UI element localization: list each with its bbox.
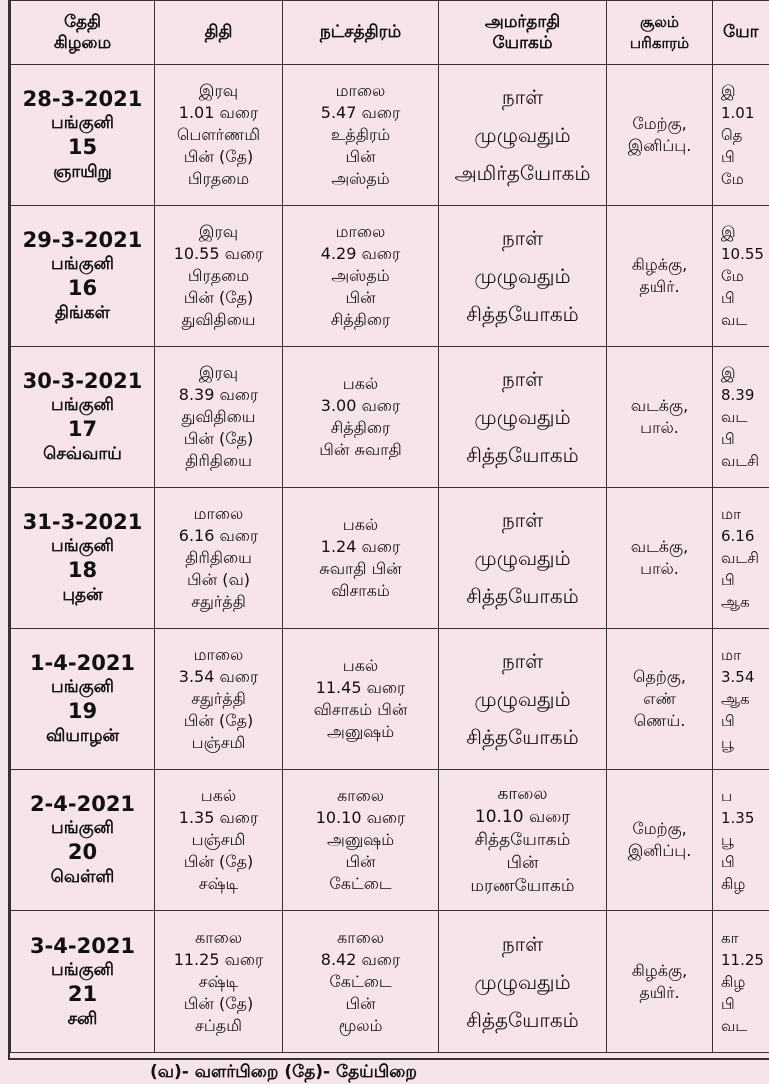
table-row [11, 911, 769, 1053]
date-cell [11, 206, 155, 347]
panchangam-sheet [8, 0, 769, 1060]
yoga-cell-line: 10.55 [713, 243, 769, 265]
thithi-cell-line: இரவு [155, 362, 282, 384]
header-line: திதி [155, 22, 282, 43]
thithi-cell-line: திரிதியை [155, 450, 282, 472]
thithi-cell-line: துவிதியை [155, 309, 282, 331]
star-cell-line: அனுஷம் [283, 721, 438, 743]
yogam-cell [439, 629, 607, 770]
yogam-cell-line: மரணயோகம் [439, 875, 606, 898]
soolam-cell-line: பால். [607, 558, 712, 580]
header-row [11, 1, 769, 65]
date-cell [11, 347, 155, 488]
date-cell [11, 770, 155, 911]
star-cell-line: அஸ்தம் [283, 265, 438, 287]
thithi-cell-line: துவிதியை [155, 406, 282, 428]
tamil-day-number: 20 [11, 839, 154, 865]
star-cell-line: பகல் [283, 373, 438, 395]
thithi-cell-line: சஷ்டி [155, 971, 282, 993]
yogam-cell-line: சித்தயோகம் [439, 436, 606, 474]
table-row [11, 629, 769, 770]
thithi-cell-line: பஞ்சமி [155, 732, 282, 754]
header-star [283, 1, 439, 65]
star-cell-line: மூலம் [283, 1015, 438, 1037]
thithi-cell-line: 3.54 வரை [155, 666, 282, 688]
thithi-cell-line: பின் (தே) [155, 993, 282, 1015]
thithi-cell-line: 1.35 வரை [155, 807, 282, 829]
date-text: 30-3-2021 [11, 368, 154, 394]
thithi-cell [155, 770, 283, 911]
yogam-cell-line: சித்தயோகம் [439, 1001, 606, 1039]
yogam-cell-line: முழுவதும் [439, 539, 606, 577]
weekday-text: செவ்வாய் [11, 442, 154, 466]
month-text: பங்குனி [11, 535, 154, 557]
thithi-cell-line: பின் (தே) [155, 710, 282, 732]
star-cell-line: 8.42 வரை [283, 949, 438, 971]
soolam-cell-line: பால். [607, 417, 712, 439]
header-line: யோகம் [439, 33, 606, 54]
star-cell-line: 3.00 வரை [283, 395, 438, 417]
yogam-cell-line: முழுவதும் [439, 116, 606, 154]
yoga-cell-line: 3.54 [713, 666, 769, 688]
thithi-cell-line: பகல் [155, 785, 282, 807]
header-line: கிழமை [11, 33, 154, 54]
thithi-cell-line: சதுர்த்தி [155, 591, 282, 613]
star-cell-line: உத்திரம் [283, 124, 438, 146]
soolam-cell-line: கிழக்கு, [607, 960, 712, 982]
thithi-cell-line: 6.16 வரை [155, 525, 282, 547]
star-cell [283, 629, 439, 770]
yogam-cell-line: 10.10 வரை [439, 806, 606, 829]
soolam-cell [607, 206, 713, 347]
weekday-text: சனி [11, 1007, 154, 1031]
date-text: 29-3-2021 [11, 227, 154, 253]
thithi-cell-line: 1.01 வரை [155, 102, 282, 124]
date-cell [11, 629, 155, 770]
thithi-cell-line: பின் (தே) [155, 287, 282, 309]
yogam-cell-line: முழுவதும் [439, 398, 606, 436]
star-cell [283, 770, 439, 911]
soolam-cell-line: இனிப்பு. [607, 135, 712, 157]
thithi-cell-line: பின் (தே) [155, 851, 282, 873]
yoga-cell-line: 6.16 [713, 525, 769, 547]
header-soolam [607, 1, 713, 65]
date-text: 1-4-2021 [11, 650, 154, 676]
soolam-cell-line: மேற்கு, [607, 818, 712, 840]
table-body [11, 65, 769, 1053]
date-text: 3-4-2021 [11, 933, 154, 959]
yogam-cell-line: முழுவதும் [439, 963, 606, 1001]
date-text: 2-4-2021 [11, 791, 154, 817]
thithi-cell-line: பின் (வ) [155, 569, 282, 591]
header-yogam [439, 1, 607, 65]
yoga-cell-line: ஆக [713, 688, 769, 710]
weekday-text: திங்கள் [11, 301, 154, 325]
yoga-cell-line: மே [713, 168, 769, 190]
soolam-cell-line: மேற்கு, [607, 113, 712, 135]
tamil-day-number: 21 [11, 981, 154, 1007]
yogam-cell-line: நாள் [439, 219, 606, 257]
yoga-cell-line: வட [713, 406, 769, 428]
panchangam-table [10, 0, 769, 1053]
yoga-cell-line: பி [713, 569, 769, 591]
weekday-text: புதன் [11, 583, 154, 607]
thithi-cell-line: மாலை [155, 503, 282, 525]
yoga-cell-line: ப [713, 785, 769, 807]
month-text: பங்குனி [11, 959, 154, 981]
month-text: பங்குனி [11, 253, 154, 275]
thithi-cell-line: பிரதமை [155, 168, 282, 190]
weekday-text: வெள்ளி [11, 865, 154, 889]
date-text: 31-3-2021 [11, 509, 154, 535]
star-cell-line: 4.29 வரை [283, 243, 438, 265]
soolam-cell-line: ணெய். [607, 710, 712, 732]
thithi-cell-line: சஷ்டி [155, 873, 282, 895]
yogam-cell [439, 911, 607, 1053]
date-cell [11, 65, 155, 206]
yoga-cell-line: இ [713, 80, 769, 102]
table-row [11, 770, 769, 911]
thithi-cell [155, 347, 283, 488]
header-line: சூலம் [607, 12, 712, 33]
header-yoga [713, 1, 769, 65]
thithi-cell-line: பிரதமை [155, 265, 282, 287]
star-cell-line: அஸ்தம் [283, 168, 438, 190]
star-cell-line: சித்திரை [283, 417, 438, 439]
soolam-cell-line: வடக்கு, [607, 536, 712, 558]
thithi-cell-line: பின் (தே) [155, 146, 282, 168]
yoga-cell-line: 11.25 [713, 949, 769, 971]
yogam-cell-line: நாள் [439, 925, 606, 963]
yoga-cell-line: மா [713, 503, 769, 525]
yoga-cell-line: 1.35 [713, 807, 769, 829]
yoga-cell-line: பி [713, 851, 769, 873]
month-text: பங்குனி [11, 817, 154, 839]
yogam-cell-line: நாள் [439, 360, 606, 398]
star-cell-line: மாலை [283, 221, 438, 243]
star-cell-line: பின் [283, 287, 438, 309]
star-cell [283, 65, 439, 206]
header-date [11, 1, 155, 65]
soolam-cell [607, 65, 713, 206]
yoga-cell-line: 8.39 [713, 384, 769, 406]
star-cell-line: காலை [283, 785, 438, 807]
star-cell-line: பின் [283, 851, 438, 873]
soolam-cell [607, 629, 713, 770]
yogam-cell-line: முழுவதும் [439, 257, 606, 295]
soolam-cell-line: எண் [607, 688, 712, 710]
yogam-cell-line: சித்தயோகம் [439, 577, 606, 615]
star-cell-line: பகல் [283, 655, 438, 677]
yogam-cell-line: நாள் [439, 78, 606, 116]
yoga-cell-line: மே [713, 265, 769, 287]
tamil-day-number: 16 [11, 275, 154, 301]
star-cell-line: 5.47 வரை [283, 102, 438, 124]
yogam-cell [439, 488, 607, 629]
star-cell-line: விசாகம் [283, 580, 438, 602]
tamil-day-number: 19 [11, 698, 154, 724]
soolam-cell-line: தயிர். [607, 982, 712, 1004]
footnote: (வ)- வளர்பிறை (தே)- தேய்பிறை [150, 1062, 417, 1084]
yoga-cell [713, 65, 769, 206]
star-cell-line: மாலை [283, 80, 438, 102]
header-line: நட்சத்திரம் [283, 22, 438, 43]
yogam-cell-line: நாள் [439, 501, 606, 539]
yoga-cell-line: இ [713, 221, 769, 243]
star-cell [283, 911, 439, 1053]
yogam-cell-line: சித்தயோகம் [439, 829, 606, 852]
date-cell [11, 911, 155, 1053]
yoga-cell [713, 488, 769, 629]
star-cell-line: 10.10 வரை [283, 807, 438, 829]
yoga-cell-line: வடசி [713, 547, 769, 569]
yoga-cell-line: வட [713, 1015, 769, 1037]
yogam-cell-line: காலை [439, 783, 606, 806]
weekday-text: ஞாயிறு [11, 160, 154, 184]
thithi-cell-line: சதுர்த்தி [155, 688, 282, 710]
yoga-cell-line: கா [713, 927, 769, 949]
thithi-cell-line: இரவு [155, 221, 282, 243]
yogam-cell [439, 206, 607, 347]
star-cell-line: அனுஷம் [283, 829, 438, 851]
header-line: யோ [723, 22, 769, 43]
table-row [11, 65, 769, 206]
thithi-cell [155, 65, 283, 206]
soolam-cell [607, 488, 713, 629]
yoga-cell [713, 911, 769, 1053]
soolam-cell-line: தயிர். [607, 276, 712, 298]
yoga-cell-line: ஆக [713, 591, 769, 613]
star-cell-line: கேட்டை [283, 873, 438, 895]
soolam-cell [607, 770, 713, 911]
star-cell [283, 347, 439, 488]
soolam-cell [607, 911, 713, 1053]
yoga-cell-line: பி [713, 710, 769, 732]
thithi-cell [155, 488, 283, 629]
tamil-day-number: 18 [11, 557, 154, 583]
yoga-cell-line: வடசி [713, 450, 769, 472]
tamil-day-number: 17 [11, 416, 154, 442]
yoga-cell [713, 629, 769, 770]
yoga-cell-line: பி [713, 428, 769, 450]
header-line: அமர்தாதி [439, 12, 606, 33]
yoga-cell-line: மா [713, 644, 769, 666]
star-cell-line: சித்திரை [283, 309, 438, 331]
date-text: 28-3-2021 [11, 86, 154, 112]
yogam-cell [439, 65, 607, 206]
yogam-cell-line: சித்தயோகம் [439, 718, 606, 756]
thithi-cell-line: பஞ்சமி [155, 829, 282, 851]
thithi-cell-line: பௌர்ணமி [155, 124, 282, 146]
soolam-cell-line: தெற்கு, [607, 666, 712, 688]
header-thithi [155, 1, 283, 65]
yogam-cell-line: சித்தயோகம் [439, 295, 606, 333]
thithi-cell-line: பின் (தே) [155, 428, 282, 450]
table-row [11, 488, 769, 629]
yoga-cell-line: கிழ [713, 873, 769, 895]
yoga-cell-line: பூ [713, 829, 769, 851]
yoga-cell-line: வட [713, 309, 769, 331]
yoga-cell-line: பி [713, 287, 769, 309]
star-cell-line: பின் [283, 146, 438, 168]
star-cell-line: பின் சுவாதி [283, 439, 438, 461]
yoga-cell [713, 770, 769, 911]
star-cell-line: 1.24 வரை [283, 536, 438, 558]
date-cell [11, 488, 155, 629]
thithi-cell-line: 8.39 வரை [155, 384, 282, 406]
star-cell [283, 206, 439, 347]
star-cell-line: காலை [283, 927, 438, 949]
soolam-cell-line: இனிப்பு. [607, 840, 712, 862]
yogam-cell-line: நாள் [439, 642, 606, 680]
soolam-cell-line: வடக்கு, [607, 395, 712, 417]
yoga-cell-line: கிழ [713, 971, 769, 993]
yogam-cell [439, 770, 607, 911]
thithi-cell-line: 10.55 வரை [155, 243, 282, 265]
yogam-cell-line: அமிர்தயோகம் [439, 154, 606, 192]
thithi-cell [155, 629, 283, 770]
month-text: பங்குனி [11, 676, 154, 698]
month-text: பங்குனி [11, 394, 154, 416]
thithi-cell-line: 11.25 வரை [155, 949, 282, 971]
thithi-cell-line: காலை [155, 927, 282, 949]
yogam-cell [439, 347, 607, 488]
thithi-cell-line: மாலை [155, 644, 282, 666]
tamil-day-number: 15 [11, 134, 154, 160]
thithi-cell-line: சப்தமி [155, 1015, 282, 1037]
yogam-cell-line: பின் [439, 852, 606, 875]
star-cell-line: பின் [283, 993, 438, 1015]
yoga-cell [713, 347, 769, 488]
thithi-cell [155, 206, 283, 347]
yoga-cell [713, 206, 769, 347]
star-cell-line: பகல் [283, 514, 438, 536]
yoga-cell-line: 1.01 [713, 102, 769, 124]
header-line: பரிகாரம் [607, 33, 712, 54]
month-text: பங்குனி [11, 112, 154, 134]
soolam-cell [607, 347, 713, 488]
star-cell-line: கேட்டை [283, 971, 438, 993]
thithi-cell-line: திரிதியை [155, 547, 282, 569]
thithi-cell-line: இரவு [155, 80, 282, 102]
star-cell-line: 11.45 வரை [283, 677, 438, 699]
header-line: தேதி [11, 12, 154, 33]
thithi-cell [155, 911, 283, 1053]
star-cell-line: விசாகம் பின் [283, 699, 438, 721]
yoga-cell-line: இ [713, 362, 769, 384]
yoga-cell-line: பி [713, 993, 769, 1015]
yoga-cell-line: பி [713, 146, 769, 168]
yogam-cell-line: முழுவதும் [439, 680, 606, 718]
star-cell-line: சுவாதி பின் [283, 558, 438, 580]
star-cell [283, 488, 439, 629]
soolam-cell-line: கிழக்கு, [607, 254, 712, 276]
table-row [11, 206, 769, 347]
table-row [11, 347, 769, 488]
yoga-cell-line: பூ [713, 732, 769, 754]
weekday-text: வியாழன் [11, 724, 154, 748]
yoga-cell-line: தெ [713, 124, 769, 146]
